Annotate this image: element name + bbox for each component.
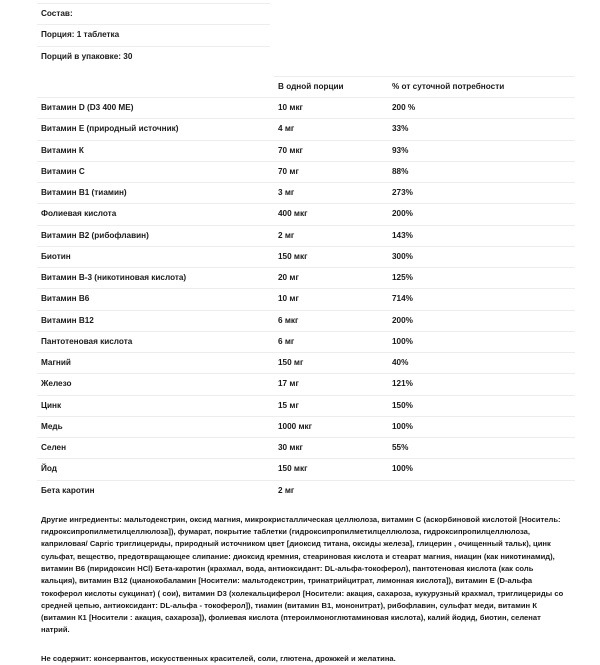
table-row — [37, 119, 575, 140]
nutrient-percent: 150% — [388, 395, 575, 416]
nutrient-name: Витамин В12 — [37, 310, 274, 331]
table-row — [37, 246, 575, 267]
table-row — [37, 331, 575, 352]
table-row — [37, 459, 575, 480]
table-row — [37, 204, 575, 225]
nutrient-name: Йод — [37, 459, 274, 480]
nutrient-percent: 143% — [388, 225, 575, 246]
serving-info-body — [37, 4, 270, 67]
nutrient-facts-table — [37, 76, 575, 501]
column-header-nutrient — [37, 76, 274, 97]
nutrient-percent: 100% — [388, 459, 575, 480]
nutrient-percent: 33% — [388, 119, 575, 140]
nutrient-name: Витамин В-3 (никотиновая кислота) — [37, 268, 274, 289]
table-row — [37, 438, 575, 459]
table-row — [37, 480, 575, 501]
nutrient-name: Биотин — [37, 246, 274, 267]
nutrient-percent: 88% — [388, 161, 575, 182]
nutrient-amount: 2 мг — [274, 480, 388, 501]
nutrient-table-header-row — [37, 76, 575, 97]
table-row — [37, 183, 575, 204]
serving-info-row — [37, 46, 270, 67]
nutrient-percent — [388, 480, 575, 501]
serving-info-table — [37, 3, 270, 67]
nutrient-percent: 100% — [388, 331, 575, 352]
nutrient-amount: 70 мг — [274, 161, 388, 182]
nutrient-amount: 150 мг — [274, 353, 388, 374]
nutrient-percent: 300% — [388, 246, 575, 267]
table-row — [37, 310, 575, 331]
nutrient-amount: 4 мг — [274, 119, 388, 140]
table-row — [37, 161, 575, 182]
nutrient-table-body — [37, 98, 575, 501]
serving-size-label: Порция: 1 таблетка — [37, 25, 270, 46]
nutrient-percent: 200% — [388, 204, 575, 225]
nutrient-name: Витамин D (D3 400 МЕ) — [37, 98, 274, 119]
nutrient-name: Витамин В2 (рибофлавин) — [37, 225, 274, 246]
nutrient-name: Железо — [37, 374, 274, 395]
nutrient-amount: 150 мкг — [274, 246, 388, 267]
nutrient-amount: 1000 мкг — [274, 416, 388, 437]
table-row — [37, 353, 575, 374]
supplement-facts-page — [0, 3, 600, 663]
nutrient-amount: 20 мг — [274, 268, 388, 289]
nutrient-amount: 30 мкг — [274, 438, 388, 459]
ingredients-section — [37, 514, 563, 665]
nutrient-percent: 714% — [388, 289, 575, 310]
nutrient-amount: 400 мкг — [274, 204, 388, 225]
table-row — [37, 140, 575, 161]
table-row — [37, 98, 575, 119]
nutrient-amount: 15 мг — [274, 395, 388, 416]
nutrient-name: Витамин С — [37, 161, 274, 182]
nutrient-name: Пантотеновая кислота — [37, 331, 274, 352]
nutrient-amount: 70 мкг — [274, 140, 388, 161]
serving-info-row — [37, 25, 270, 46]
nutrient-percent: 93% — [388, 140, 575, 161]
table-row — [37, 225, 575, 246]
nutrient-name: Витамин К — [37, 140, 274, 161]
nutrient-amount: 6 мг — [274, 331, 388, 352]
nutrient-name: Фолиевая кислота — [37, 204, 274, 225]
nutrient-percent: 121% — [388, 374, 575, 395]
nutrient-name: Бета каротин — [37, 480, 274, 501]
nutrient-percent: 200% — [388, 310, 575, 331]
nutrient-name: Магний — [37, 353, 274, 374]
nutrient-percent: 125% — [388, 268, 575, 289]
nutrient-amount: 150 мкг — [274, 459, 388, 480]
nutrient-name: Цинк — [37, 395, 274, 416]
nutrient-percent: 40% — [388, 353, 575, 374]
nutrient-amount: 10 мг — [274, 289, 388, 310]
nutrient-name: Витамин В1 (тиамин) — [37, 183, 274, 204]
serving-info-row — [37, 4, 270, 25]
nutrient-amount: 10 мкг — [274, 98, 388, 119]
nutrient-name: Витамин В6 — [37, 289, 274, 310]
column-header-daily-value: % от суточной потребности — [388, 76, 575, 97]
nutrient-percent: 100% — [388, 416, 575, 437]
nutrient-amount: 6 мкг — [274, 310, 388, 331]
table-row — [37, 268, 575, 289]
table-row — [37, 416, 575, 437]
nutrient-amount: 2 мг — [274, 225, 388, 246]
table-row — [37, 374, 575, 395]
other-ingredients-text: Другие ингредиенты: мальтодекстрин, оксид магния, микрокристаллическая целлюлоза, витамин С (аскорбиновой кислотой [Носитель: гидроксипропилметилцеллюлоза]), фумарат, покрытие таблетки (гидроксипропилметилцеллюлоза, гидроксипропилцеллюлоза, каприловая/ Capric триглицериды, природный источником цвет [диоксид титана, оксиды железа], глицерин , очищенный тальк), цинк сульфат, вещество, предотвращающее слипание: диоксид кремния, стеариновая кислота и стеарат магния, ниацин (как никотинамид), витамин В6 (пиридоксин HCl) Бета-каротин (крахмал, вода, антиоксидант: DL-альфа-токоферол), пантотеновая кислота (как соль кальция), витамин В12 (цианокобаламин [Носители: мальтодекстрин, тринатрийцитрат, лимонная кислота]), витамин E (D-альфа токоферол кислоты сукцинат) ( сои), витамин D3 (холекальциферол [Носители: акация, сахароза, кукурузный крахмал, триглицериды со средней цепью, антиоксидант: DL-альфа - токоферол]), тиамин (витамин В1, мононитрат), рибофлавин, сульфат меди, витамин К (витамин К1 [Носители : акация, сахароза]), фолиевая кислота (птероилмоноглютаминовая кислота), калий йодид, биотин, селенат натрий. — [41, 514, 564, 635]
table-row — [37, 289, 575, 310]
composition-label: Состав: — [37, 4, 270, 25]
nutrient-percent: 273% — [388, 183, 575, 204]
nutrient-table-head — [37, 76, 575, 97]
nutrient-name: Витамин E (природный источник) — [37, 119, 274, 140]
table-row — [37, 395, 575, 416]
nutrient-name: Селен — [37, 438, 274, 459]
nutrient-name: Медь — [37, 416, 274, 437]
column-header-amount-per-serving: В одной порции — [274, 76, 388, 97]
nutrient-amount: 3 мг — [274, 183, 388, 204]
nutrient-percent: 200 % — [388, 98, 575, 119]
nutrient-percent: 55% — [388, 438, 575, 459]
servings-per-container-label: Порций в упаковке: 30 — [37, 46, 270, 67]
nutrient-amount: 17 мг — [274, 374, 388, 395]
free-from-text: Не содержит: консервантов, искусственных красителей, соли, глютена, дрожжей и желатина. — [41, 653, 396, 663]
